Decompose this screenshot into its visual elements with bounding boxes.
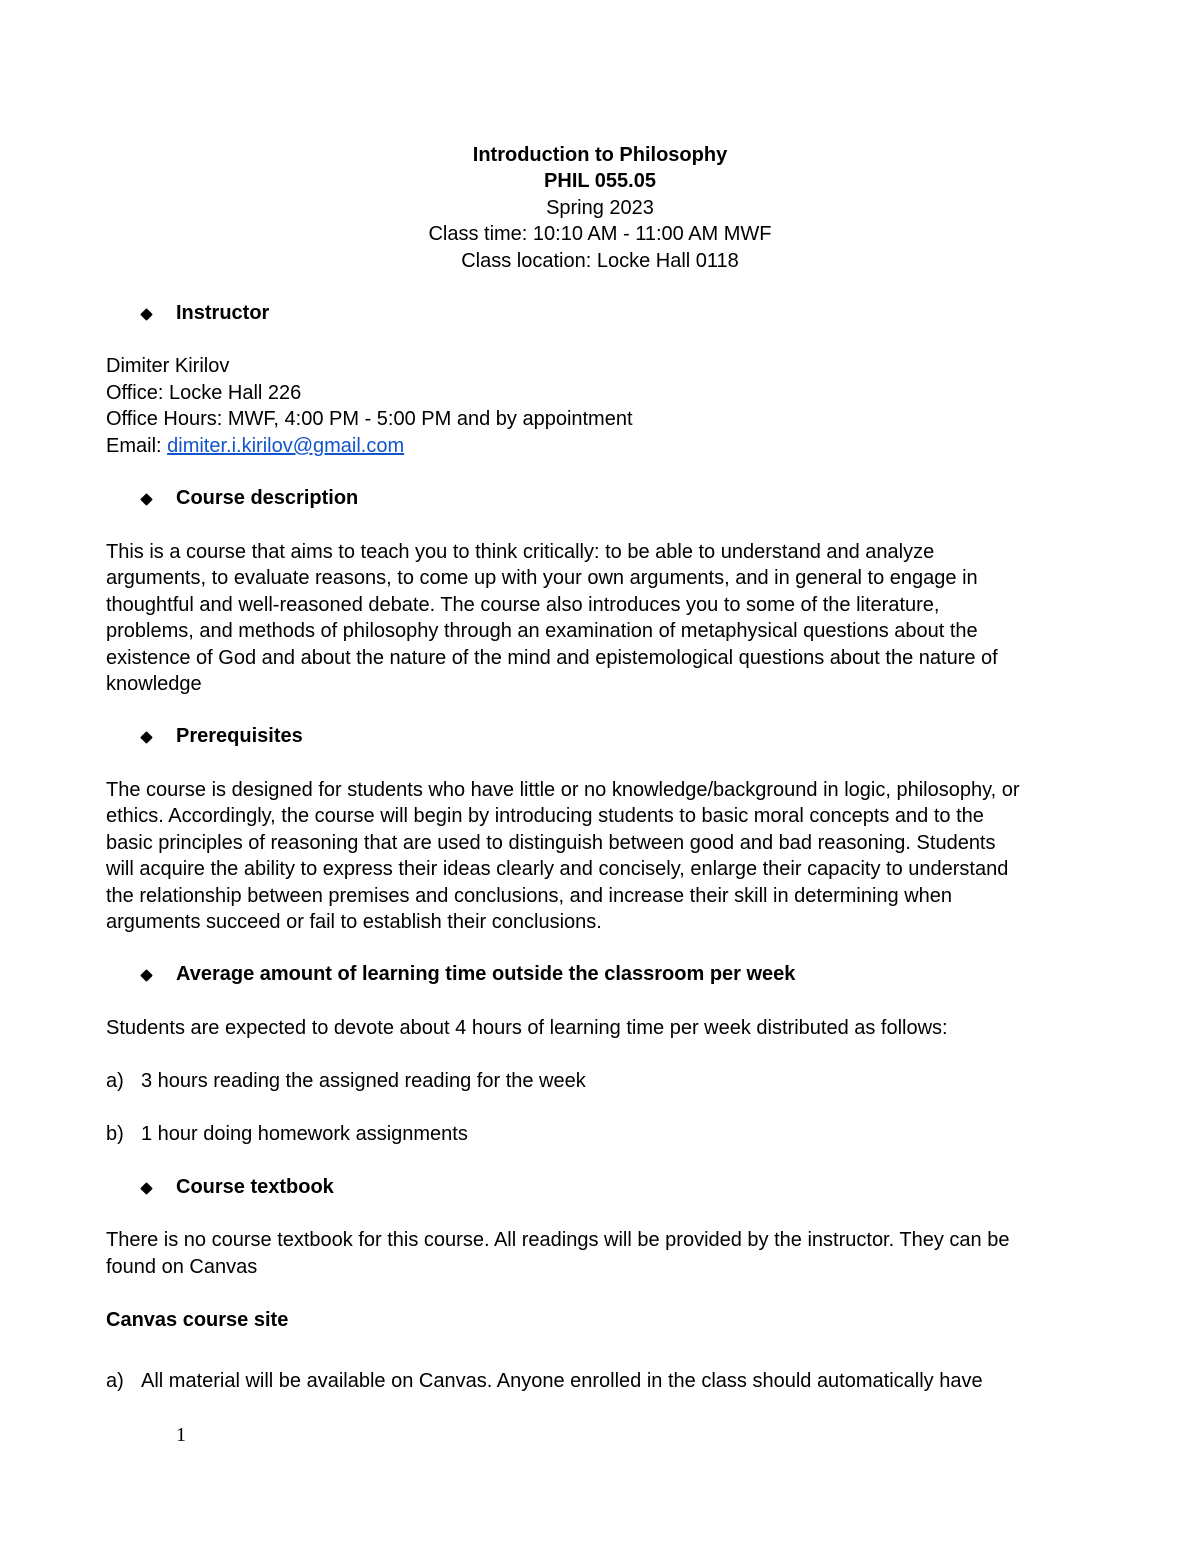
instructor-office: Office: Locke Hall 226 [106,382,302,404]
learning-time-heading: Average amount of learning time outside the classroom per week [176,963,796,985]
paragraph-line: thoughtful and well-reasoned debate. The course also introduces you to some of the literature, [106,594,940,616]
bullet-icon [140,731,153,744]
course-term: Spring 2023 [546,197,654,219]
paragraph-line: will acquire the ability to express their ideas clearly and concisely, enlarge their capacity to understand [106,858,1009,880]
class-time: Class time: 10:10 AM - 11:00 AM MWF [428,223,772,245]
course-code: PHIL 055.05 [544,170,656,192]
bullet-icon [140,493,153,506]
paragraph-line: the relationship between premises and conclusions, and increase their skill in determining when [106,885,953,907]
page-number: 1 [176,1424,186,1446]
paragraph-line: found on Canvas [106,1256,258,1278]
paragraph-line: The course is designed for students who have little or no knowledge/background in logic, philosophy, or [106,779,1020,801]
list-marker: a) [106,1370,124,1392]
prerequisites-heading: Prerequisites [176,725,303,747]
list-marker: a) [106,1070,124,1092]
list-item: All material will be available on Canvas. Anyone enrolled in the class should automatically have [141,1370,983,1392]
paragraph-line: problems, and methods of philosophy through an examination of metaphysical questions about the [106,620,978,642]
textbook-heading: Course textbook [176,1176,334,1198]
paragraph-line: There is no course textbook for this course. All readings will be provided by the instructor. They can be [106,1229,1010,1251]
instructor-email-line [106,433,404,460]
paragraph-line: This is a course that aims to teach you to think critically: to be able to understand and analyze [106,541,935,563]
list-marker: b) [106,1123,124,1145]
bullet-icon [140,308,153,321]
instructor-office-hours: Office Hours: MWF, 4:00 PM - 5:00 PM and by appointment [106,408,633,430]
bullet-icon [140,1182,153,1195]
email-link[interactable]: dimiter.i.kirilov@gmail.com [167,435,405,457]
instructor-name: Dimiter Kirilov [106,355,230,377]
paragraph-line: knowledge [106,673,202,695]
canvas-heading: Canvas course site [106,1309,289,1331]
paragraph-line: ethics. Accordingly, the course will begin by introducing students to basic moral concepts and to the [106,805,984,827]
paragraph-line: existence of God and about the nature of the mind and epistemological questions about the nature of [106,647,998,669]
class-location: Class location: Locke Hall 0118 [461,250,739,272]
bullet-icon [140,969,153,982]
instructor-heading: Instructor [176,302,270,324]
paragraph-line: arguments, to evaluate reasons, to come up with your own arguments, and in general to engage in [106,567,978,589]
email-label: Email: [106,435,168,457]
paragraph-line: basic principles of reasoning that are used to distinguish between good and bad reasoning. Students [106,832,996,854]
list-item: 1 hour doing homework assignments [141,1123,468,1145]
course-description-heading: Course description [176,487,359,509]
learning-time-intro: Students are expected to devote about 4 hours of learning time per week distributed as follows: [106,1017,948,1039]
list-item: 3 hours reading the assigned reading for the week [141,1070,586,1092]
paragraph-line: arguments succeed or fail to establish their conclusions. [106,911,602,933]
course-title: Introduction to Philosophy [472,144,728,166]
